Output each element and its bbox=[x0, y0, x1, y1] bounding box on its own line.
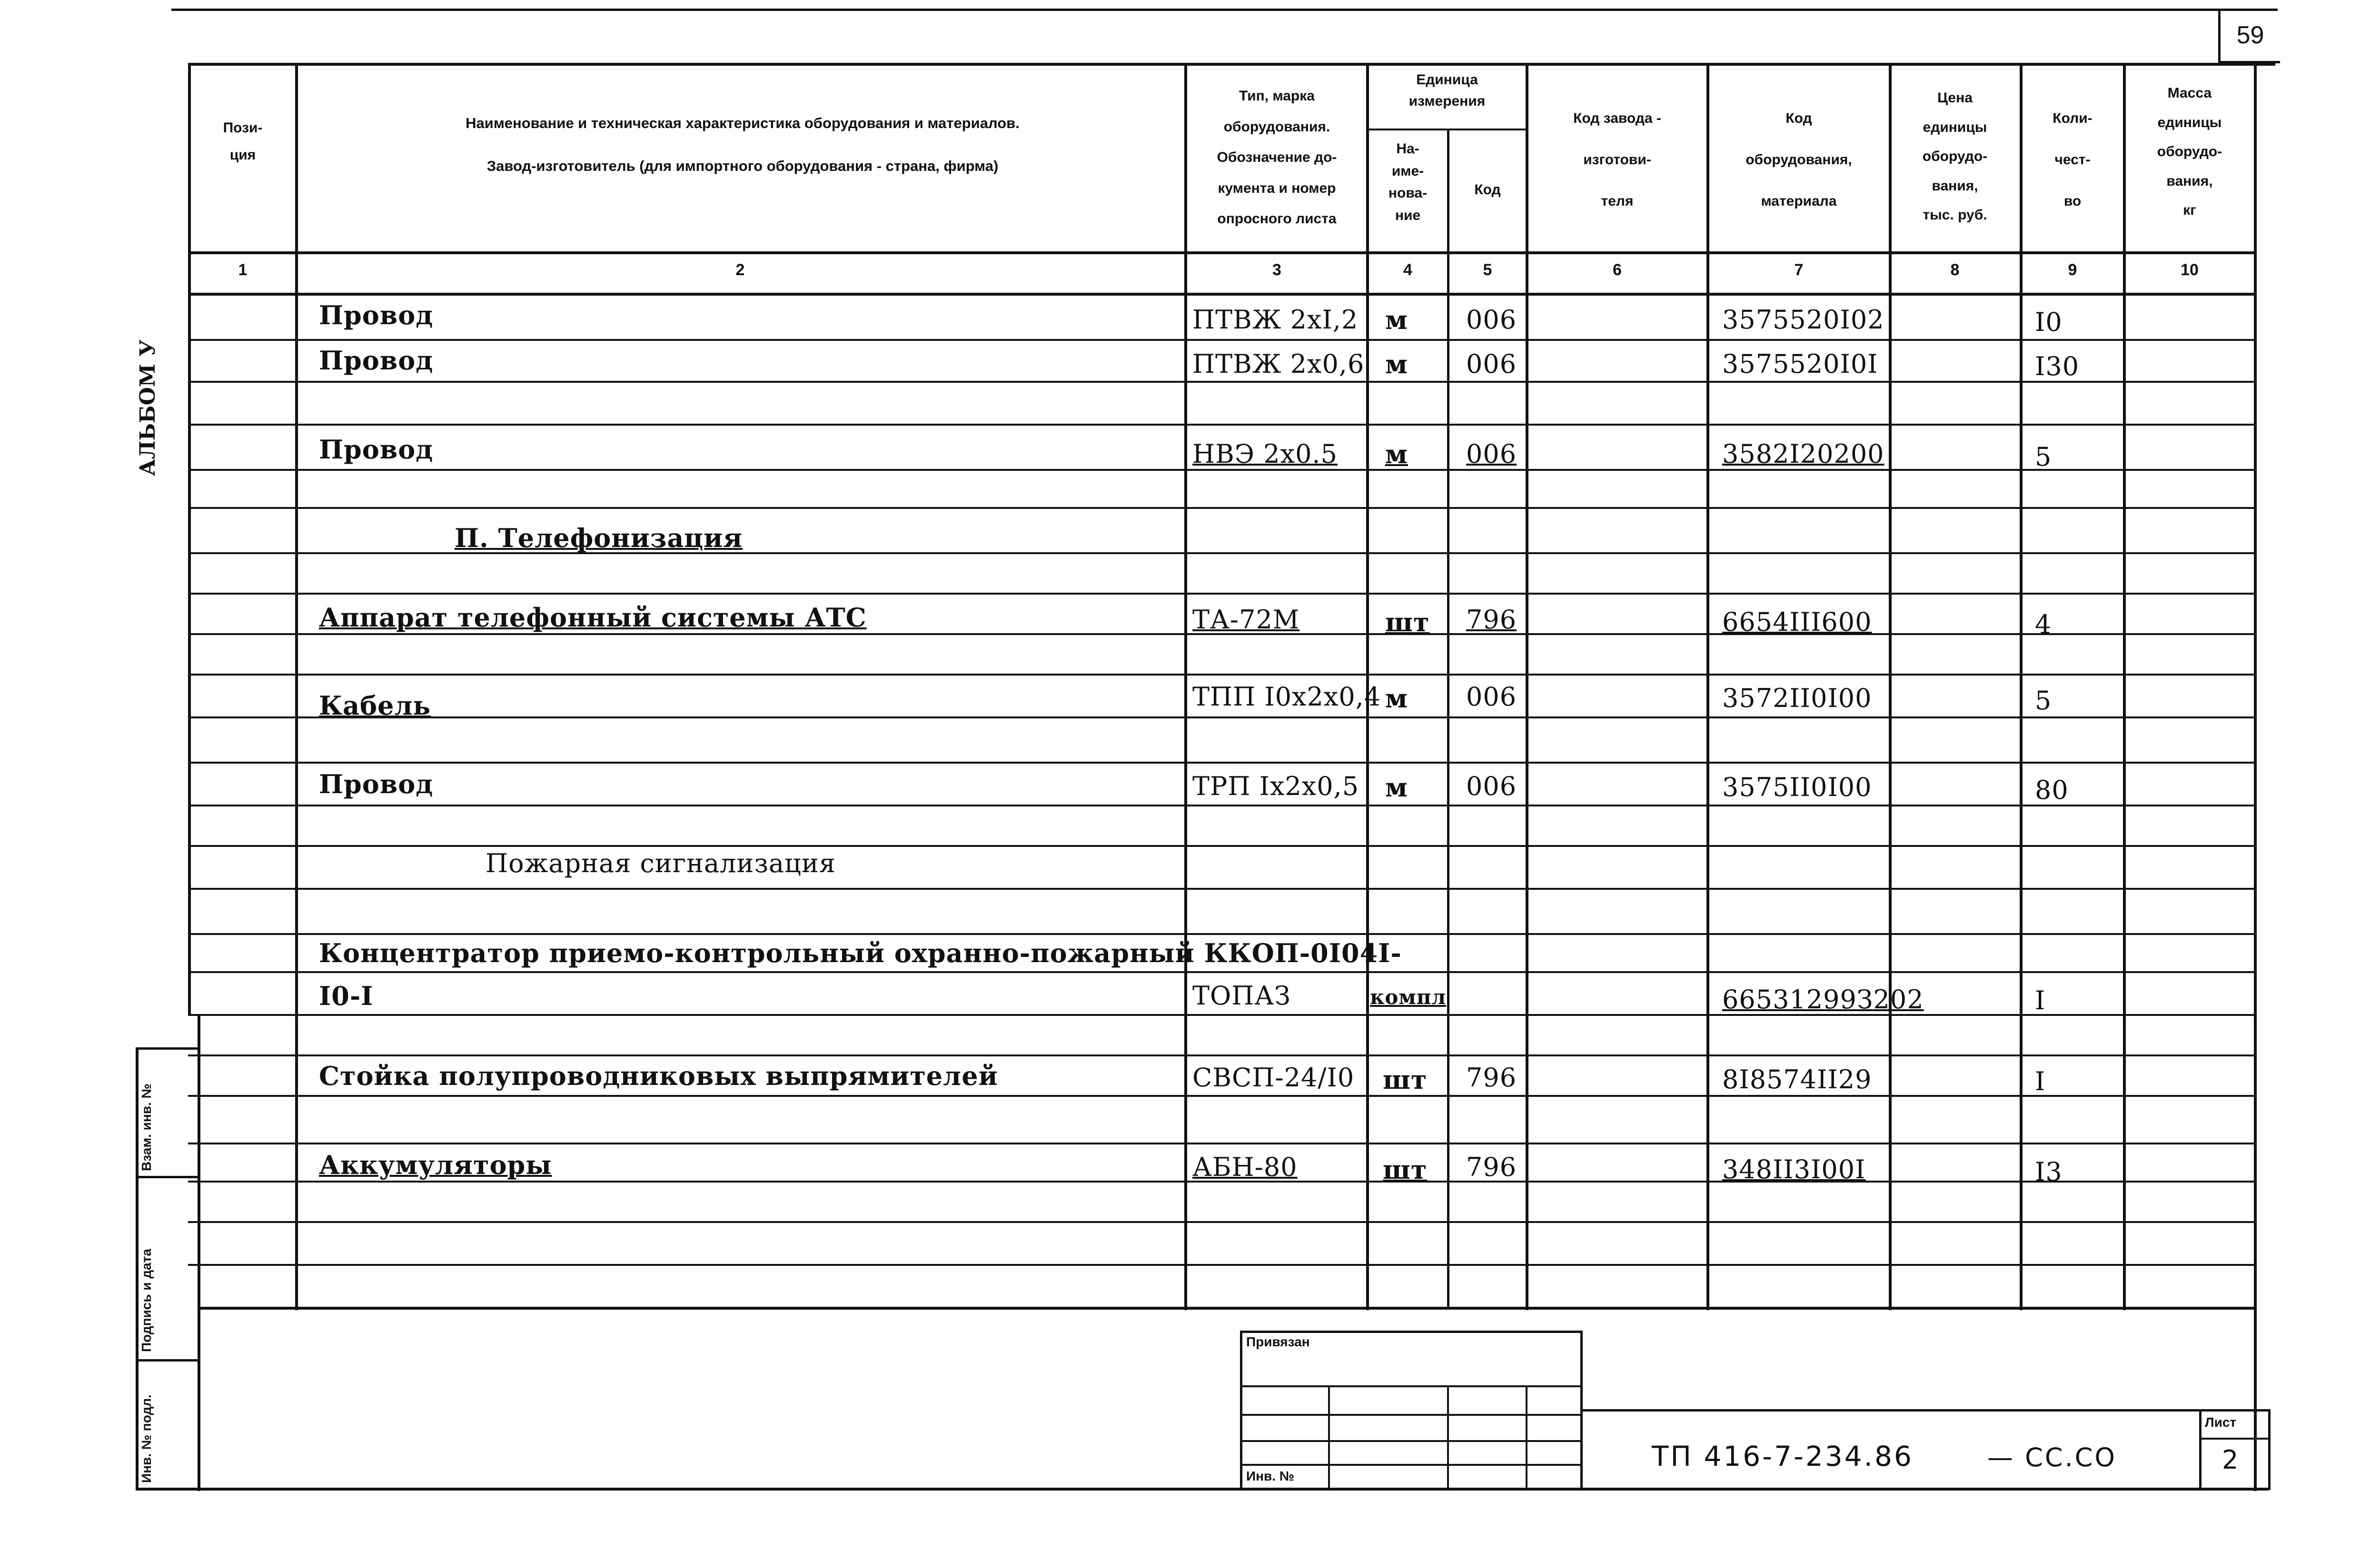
row-unit-code: 006 bbox=[1466, 771, 1517, 801]
header-bottom-line bbox=[188, 251, 2256, 254]
row-type: ТПП I0х2х0,4 bbox=[1192, 682, 1381, 712]
header-factory-code: Код завода - изготови- теля bbox=[1573, 110, 1661, 209]
row-qty: 80 bbox=[2035, 775, 2069, 805]
row-type: ТОПАЗ bbox=[1192, 981, 1291, 1011]
row-line bbox=[188, 845, 2256, 847]
row-unit-code: 796 bbox=[1466, 605, 1517, 635]
row-name-line2: I0-I bbox=[319, 981, 374, 1011]
sheet-label: Лист bbox=[2205, 1415, 2237, 1430]
side-strip-line bbox=[136, 1359, 198, 1362]
row-equip-code: 6654III600 bbox=[1722, 607, 1872, 637]
row-unit-code: 006 bbox=[1466, 349, 1517, 379]
section-heading-fire-alarm: Пожарная сигнализация bbox=[486, 848, 836, 878]
row-type: ТА-72М bbox=[1192, 605, 1300, 635]
row-line bbox=[188, 339, 2256, 341]
stamp-bound-label: Привязан bbox=[1246, 1334, 1310, 1349]
vline-6 bbox=[1706, 63, 1709, 1310]
side-strip-line bbox=[136, 1047, 198, 1050]
row-unit: м bbox=[1385, 305, 1408, 335]
row-qty: I bbox=[2035, 1066, 2046, 1096]
row-line bbox=[188, 674, 2256, 676]
row-equip-code: 3575II0I00 bbox=[1722, 772, 1872, 802]
row-line bbox=[188, 593, 2256, 595]
row-name: Провод bbox=[319, 434, 434, 465]
row-unit-code: 006 bbox=[1466, 439, 1517, 469]
row-name: Аппарат телефонный системы АТС bbox=[319, 602, 867, 633]
row-qty: I30 bbox=[2035, 351, 2080, 381]
row-line bbox=[188, 507, 2256, 509]
row-line bbox=[188, 1264, 2256, 1266]
row-type: ПТВЖ 2х0,6 bbox=[1192, 349, 1365, 379]
page-bottom-line bbox=[136, 1488, 2268, 1491]
col-number-3: 3 bbox=[1272, 261, 1281, 279]
stamp-vline bbox=[1580, 1331, 1583, 1490]
col-number-1: 1 bbox=[238, 261, 248, 279]
row-line bbox=[188, 933, 2256, 935]
row-line bbox=[188, 716, 2256, 718]
row-line bbox=[188, 971, 2256, 973]
vline-8 bbox=[2020, 63, 2023, 1310]
top-border bbox=[171, 9, 2278, 11]
side-label-replacement-inv: Взам. инв. № bbox=[139, 1084, 154, 1171]
table-top-line bbox=[188, 63, 2275, 66]
row-equip-code: 348II3I00I bbox=[1722, 1154, 1866, 1184]
row-unit: шт bbox=[1383, 1064, 1428, 1095]
col-number-6: 6 bbox=[1613, 261, 1622, 279]
stamp-line bbox=[2199, 1438, 2268, 1440]
vline-5 bbox=[1526, 63, 1528, 1310]
header-name-line2: Завод-изготовитель (для импортного оборудования - страна, фирма) bbox=[486, 158, 999, 174]
sheet-number: 2 bbox=[2222, 1445, 2241, 1475]
stamp-vline bbox=[1526, 1385, 1527, 1488]
row-equip-code: 8I8574II29 bbox=[1722, 1064, 1872, 1094]
row-qty: I3 bbox=[2035, 1157, 2063, 1187]
row-equip-code: 3575520I02 bbox=[1722, 305, 1884, 335]
row-unit: м bbox=[1385, 349, 1408, 379]
col-number-9: 9 bbox=[2068, 261, 2077, 279]
unit-subheader-line bbox=[1366, 129, 1526, 130]
row-line bbox=[188, 1054, 2256, 1056]
stamp-vline bbox=[2199, 1409, 2202, 1490]
row-unit-code: 796 bbox=[1466, 1063, 1517, 1093]
stamp-line bbox=[1240, 1440, 1580, 1442]
col-number-2: 2 bbox=[735, 261, 745, 279]
row-line bbox=[188, 381, 2256, 383]
row-line bbox=[188, 1095, 2256, 1097]
row-unit: шт bbox=[1385, 607, 1430, 637]
row-line bbox=[188, 805, 2256, 806]
row-qty: 5 bbox=[2035, 686, 2052, 716]
row-type: НВЭ 2х0.5 bbox=[1192, 439, 1338, 469]
album-label: АЛЬБОМ У bbox=[136, 339, 160, 476]
row-name: Провод bbox=[319, 769, 434, 799]
row-type: ПТВЖ 2хI,2 bbox=[1192, 305, 1359, 335]
stamp-line bbox=[1240, 1385, 1580, 1387]
row-unit: шт bbox=[1383, 1154, 1428, 1185]
row-type: СВСП-24/I0 bbox=[1192, 1063, 1355, 1093]
row-name: Аккумуляторы bbox=[319, 1150, 552, 1180]
row-unit: м bbox=[1385, 683, 1408, 714]
header-type: Тип, марка оборудования. Обозначение до- кумента и номер опросного листа bbox=[1217, 88, 1337, 227]
row-qty: I0 bbox=[2035, 307, 2063, 337]
row-type: ТРП Iх2х0,5 bbox=[1192, 771, 1359, 801]
row-type: АБН-80 bbox=[1192, 1152, 1298, 1182]
stamp-line bbox=[1580, 1409, 2268, 1412]
row-unit-code: 006 bbox=[1466, 305, 1517, 335]
side-strip-line bbox=[136, 1176, 198, 1178]
vline-2 bbox=[1184, 63, 1187, 1310]
header-price: Цена единицы оборудо- вания, тыс. руб. bbox=[1922, 90, 1988, 223]
col-number-4: 4 bbox=[1403, 261, 1412, 279]
header-equip-code: Код оборудования, материала bbox=[1745, 110, 1852, 209]
row-line bbox=[188, 888, 2256, 890]
row-equip-code: 3575520I0I bbox=[1722, 349, 1878, 379]
header-mass: Масса единицы оборудо- вания, кг bbox=[2157, 85, 2222, 218]
header-unit-code: Код bbox=[1474, 182, 1501, 198]
row-unit-code: 796 bbox=[1466, 1152, 1517, 1182]
row-name: Стойка полупроводниковых выпрямителей bbox=[319, 1061, 998, 1091]
vline-1 bbox=[295, 63, 298, 1310]
header-name-line1: Наименование и техническая характеристика оборудования и материалов. bbox=[466, 115, 1020, 131]
row-line bbox=[188, 469, 2256, 471]
row-name: Кабель bbox=[319, 690, 431, 721]
row-line bbox=[188, 1014, 2256, 1016]
row-qty: 5 bbox=[2035, 442, 2052, 472]
row-equip-code: 66531299З202 bbox=[1722, 984, 1924, 1014]
table-bottom-line bbox=[200, 1307, 2256, 1310]
vline-4 bbox=[1447, 129, 1449, 1309]
header-position: Пози- ция bbox=[223, 120, 263, 163]
stamp-vline bbox=[1447, 1385, 1449, 1488]
row-unit: м bbox=[1385, 439, 1408, 469]
vline-7 bbox=[1889, 63, 1892, 1310]
side-label-sign-date: Подпись и дата bbox=[139, 1249, 154, 1352]
col-number-5: 5 bbox=[1483, 261, 1492, 279]
stamp-line bbox=[1240, 1331, 1580, 1333]
col-number-10: 10 bbox=[2181, 261, 2199, 279]
row-line bbox=[188, 1221, 2256, 1223]
row-equip-code: 3572II0I00 bbox=[1722, 683, 1872, 713]
document-suffix: — СС.СО bbox=[1987, 1442, 2117, 1472]
row-unit: компл bbox=[1370, 985, 1447, 1009]
col-number-8: 8 bbox=[1950, 261, 1960, 279]
vline-0b bbox=[198, 1015, 200, 1491]
vline-10 bbox=[2254, 63, 2257, 1491]
vline-9 bbox=[2123, 63, 2126, 1310]
row-name: Провод bbox=[319, 345, 434, 376]
col-number-7: 7 bbox=[1794, 261, 1804, 279]
side-label-original-inv: Инв. № подл. bbox=[139, 1394, 154, 1483]
row-line bbox=[188, 424, 2256, 426]
row-name: Провод bbox=[319, 300, 434, 330]
numbers-bottom-line bbox=[188, 293, 2256, 296]
header-unit-name: На- име- нова- ние bbox=[1388, 141, 1428, 223]
row-qty: 4 bbox=[2035, 609, 2052, 639]
header-qty: Коли- чест- во bbox=[2053, 110, 2092, 209]
page-number: 59 bbox=[2218, 10, 2280, 63]
row-line bbox=[188, 762, 2256, 764]
document-code: ТП 416-7-234.86 bbox=[1652, 1440, 1914, 1472]
row-unit-code: 006 bbox=[1466, 682, 1517, 712]
stamp-vline bbox=[1328, 1385, 1330, 1488]
row-unit: м bbox=[1385, 772, 1408, 803]
stamp-vline bbox=[1240, 1331, 1242, 1490]
stamp-vline bbox=[2268, 1409, 2271, 1490]
header-unit-group: Единица измерения bbox=[1408, 72, 1486, 109]
row-qty: I bbox=[2035, 985, 2046, 1015]
section-heading-telephony: П. Телефонизация bbox=[455, 523, 743, 553]
side-strip-left bbox=[136, 1047, 139, 1490]
stamp-line bbox=[1240, 1414, 1580, 1416]
vline-0 bbox=[188, 63, 191, 1015]
row-equip-code: 3582I20200 bbox=[1722, 439, 1884, 469]
stamp-inv-label: Инв. № bbox=[1246, 1469, 1295, 1483]
row-line bbox=[188, 1143, 2256, 1144]
stamp-line bbox=[1240, 1464, 1580, 1466]
row-name-line1: Концентратор приемо-контрольный охранно-пожарный ККОП-0I04I- bbox=[319, 938, 1402, 968]
